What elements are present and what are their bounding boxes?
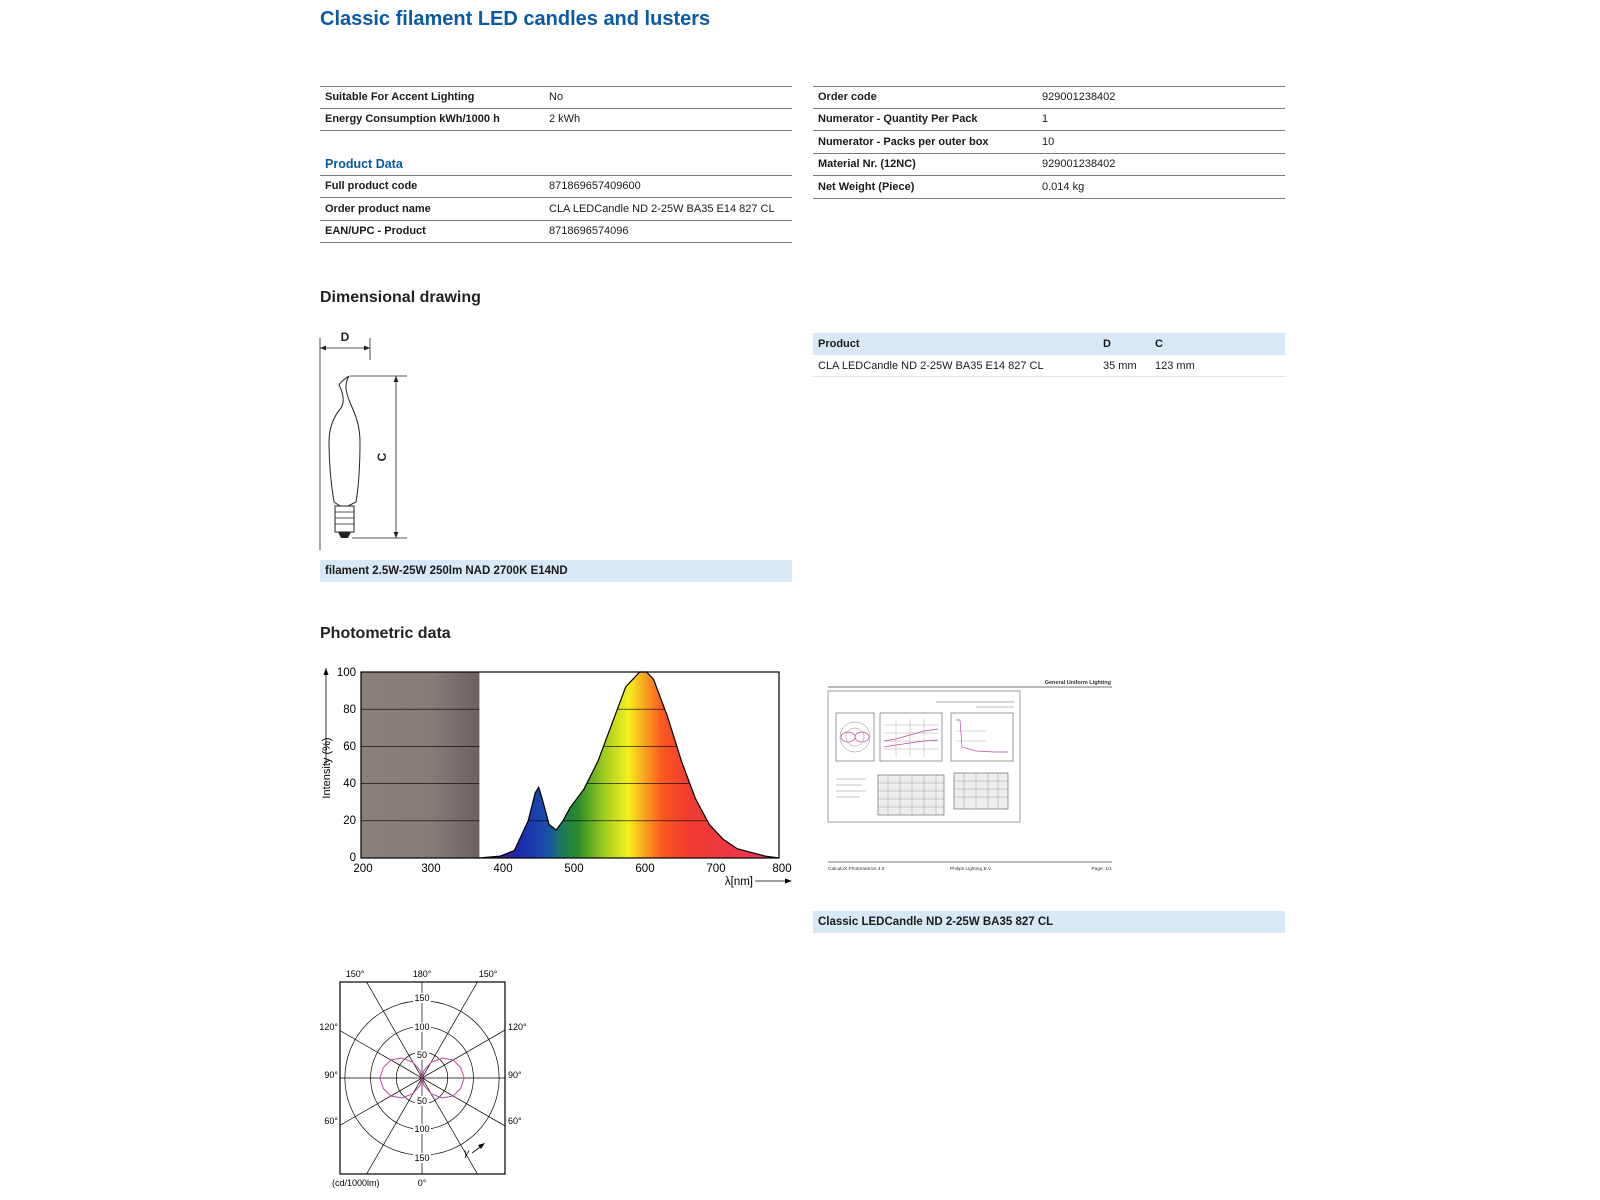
thumbnail-footer-left: CalculuX Photometrics 4.5 <box>828 867 885 872</box>
angle-label: 120° <box>508 1022 527 1032</box>
arrowhead <box>320 346 326 351</box>
table-cell: 123 mm <box>1155 359 1195 372</box>
x-tick-label: 200 <box>353 863 373 875</box>
spec-key: Numerator - Quantity Per Pack <box>818 113 978 126</box>
x-tick-label: 600 <box>635 863 655 875</box>
spec-value: 8718696574096 <box>549 225 629 238</box>
angle-label: 120° <box>319 1022 338 1032</box>
candle-bulb-outline <box>329 376 360 506</box>
x-axis-label: λ[nm] <box>724 876 753 888</box>
spec-row <box>320 221 792 244</box>
spec-row <box>813 131 1285 154</box>
spec-key: Material Nr. (12NC) <box>818 158 916 171</box>
angle-label: 60° <box>324 1116 338 1126</box>
dim-d-label: D <box>340 330 350 344</box>
right-spec-table <box>813 86 1285 199</box>
dimension-table <box>813 333 1285 377</box>
spec-row <box>813 109 1285 132</box>
y-tick-label: 60 <box>343 741 356 753</box>
spec-row <box>813 154 1285 177</box>
angle-label: 60° <box>508 1116 522 1126</box>
thumbnail-table <box>954 773 1008 809</box>
spec-row <box>813 86 1285 109</box>
spec-value: 929001238402 <box>1042 91 1116 104</box>
spec-value: 10 <box>1042 135 1055 148</box>
radial-label: 150 <box>414 1153 430 1163</box>
y-tick-label: 100 <box>336 667 356 679</box>
y-axis-label: Intensity (%) <box>321 737 333 799</box>
spec-row <box>813 176 1285 199</box>
angle-label: 0° <box>417 1178 427 1188</box>
arrowhead <box>785 879 792 884</box>
spec-key: Net Weight (Piece) <box>818 180 915 193</box>
dimensional-caption: filament 2.5W-25W 250lm NAD 2700K E14ND <box>320 560 792 582</box>
angle-label: 90° <box>324 1070 338 1080</box>
radial-label: 100 <box>414 1022 430 1032</box>
y-tick-label: 20 <box>343 815 356 827</box>
spec-row <box>320 176 792 199</box>
column-header: Product <box>818 338 860 350</box>
polar-unit-label: (cd/1000lm) <box>332 1178 380 1188</box>
arrowhead <box>394 532 399 538</box>
x-tick-label: 300 <box>421 863 441 875</box>
photometric-heading: Photometric data <box>320 625 451 642</box>
spec-row <box>320 86 792 109</box>
spec-value: No <box>549 91 564 104</box>
x-tick-label: 700 <box>706 863 726 875</box>
dimensional-drawing <box>312 330 422 555</box>
photometric-document-thumbnail <box>826 675 1116 880</box>
left-spec-table <box>320 86 792 243</box>
spec-key: Suitable For Accent Lighting <box>325 91 475 104</box>
table-header <box>813 333 1285 355</box>
base-contact <box>338 532 351 538</box>
y-tick-label: 80 <box>343 704 356 716</box>
y-tick-label: 0 <box>349 852 356 864</box>
radial-label: 100 <box>414 1124 430 1134</box>
thumbnail-footer-right: Page: 1/1 <box>1091 867 1112 872</box>
radial-label: 50 <box>416 1096 428 1106</box>
x-tick-label: 800 <box>772 863 792 875</box>
spec-value: 929001238402 <box>1042 158 1116 171</box>
x-tick-label: 400 <box>493 863 513 875</box>
arrowhead <box>364 346 370 351</box>
gamma-label: γ <box>464 1148 469 1159</box>
polar-intensity-chart <box>316 965 536 1190</box>
thumbnail-footer-mid: Philips Lighting B.V. <box>949 867 993 872</box>
table-cell: CLA LEDCandle ND 2-25W BA35 E14 827 CL <box>818 359 1044 372</box>
dim-c-label: C <box>375 452 389 462</box>
spec-row <box>320 198 792 221</box>
spec-key: Numerator - Packs per outer box <box>818 135 989 148</box>
y-tick-label: 40 <box>343 778 356 790</box>
photometric-doc-caption: Classic LEDCandle ND 2-25W BA35 827 CL <box>813 911 1285 933</box>
spectrum-chart <box>318 664 794 890</box>
spec-row <box>320 109 792 132</box>
dimensional-heading: Dimensional drawing <box>320 289 481 306</box>
table-cell: 35 mm <box>1103 359 1137 372</box>
angle-label: 180° <box>412 969 432 979</box>
spec-key: Order code <box>818 91 877 104</box>
arrowhead <box>324 668 329 675</box>
angle-label: 150° <box>345 969 365 979</box>
radial-label: 50 <box>416 1050 428 1060</box>
column-header: C <box>1155 338 1163 350</box>
spec-key: EAN/UPC - Product <box>325 225 426 238</box>
column-header: D <box>1103 338 1111 350</box>
angle-label: 150° <box>478 969 498 979</box>
page-title: Classic filament LED candles and lusters <box>320 8 711 30</box>
spec-value: 2 kWh <box>549 113 581 126</box>
product-data-heading: Product Data <box>320 153 792 176</box>
spec-value: CLA LEDCandle ND 2-25W BA35 E14 827 CL <box>549 202 775 215</box>
table-row <box>813 355 1285 377</box>
spec-key: Order product name <box>325 202 431 215</box>
spec-value: 1 <box>1042 113 1049 126</box>
spec-key: Energy Consumption kWh/1000 h <box>325 113 500 126</box>
spec-key: Full product code <box>325 180 418 193</box>
bulb-base <box>335 506 354 532</box>
thumbnail-header: General Uniform Lighting <box>1044 680 1111 686</box>
spec-value: 871869657409600 <box>549 180 641 193</box>
angle-label: 90° <box>508 1070 522 1080</box>
arrowhead <box>394 376 399 382</box>
spec-value: 0.014 kg <box>1042 180 1085 193</box>
radial-label: 150 <box>414 993 430 1003</box>
x-tick-label: 500 <box>564 863 584 875</box>
